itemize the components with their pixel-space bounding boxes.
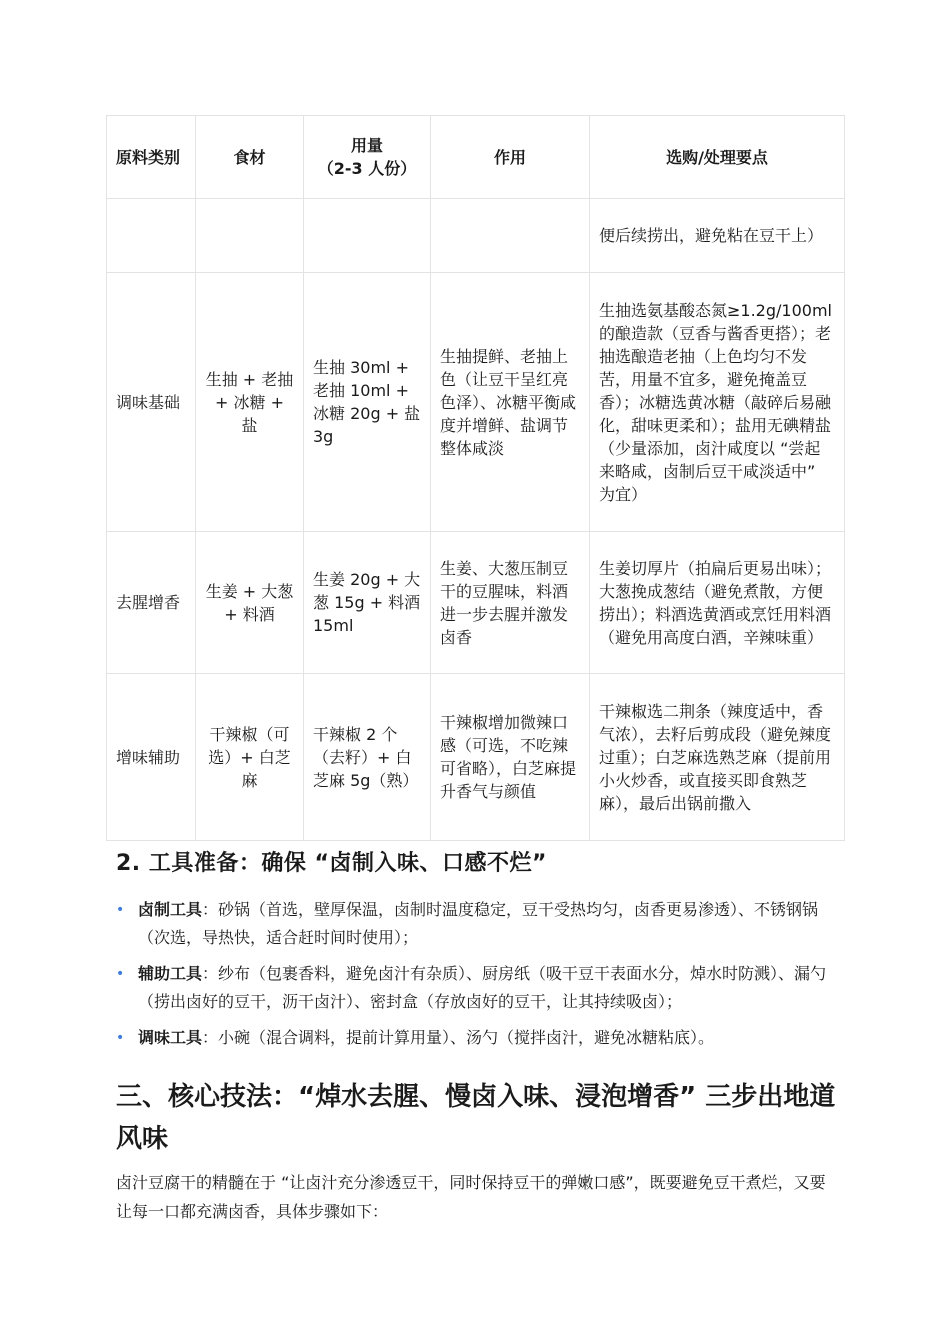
cell-function: 干辣椒增加微辣口感（可选，不吃辣可省略），白芝麻提升香气与颜值 [431, 674, 590, 841]
cell-category: 增味辅助 [107, 674, 196, 841]
cell-tips: 生姜切厚片（拍扁后更易出味）；大葱挽成葱结（避免煮散，方便捞出）；料酒选黄酒或烹饪用料酒（避免用高度白酒，辛辣味重） [590, 532, 845, 674]
table-row [107, 273, 845, 532]
tool-description: ：小碗（混合调料，提前计算用量）、汤勺（搅拌卤汁，避免冰糖粘底）。 [202, 1028, 715, 1047]
cell-category: 去腥增香 [107, 532, 196, 674]
cell-ingredient [196, 199, 304, 273]
table-row [107, 674, 845, 841]
cell-tips: 生抽选氨基酸态氮≥1.2g/100ml 的酿造款（豆香与酱香更搭）；老抽选酿造老抽（上色均匀不发苦，用量不宜多，避免掩盖豆香）；冰糖选黄冰糖（敲碎后易融化，甜味更柔和）；盐用无碘精盐（少量添加，卤汁咸度以 “尝起来略咸，卤制后豆干咸淡适中” 为宜） [590, 273, 845, 532]
section-three-intro: 卤汁豆腐干的精髓在于 “让卤汁充分渗透豆干，同时保持豆干的弹嫩口感”，既要避免豆干煮烂，又要让每一口都充满卤香，具体步骤如下： [116, 1173, 826, 1221]
header-category: 原料类别 [107, 116, 196, 199]
cell-ingredient: 生抽 + 老抽 + 冰糖 + 盐 [196, 273, 304, 532]
tool-label: 卤制工具 [138, 900, 203, 919]
bullet-icon: • [116, 902, 125, 918]
cell-function [431, 199, 590, 273]
tools-section-title: 2. 工具准备：确保 “卤制入味、口感不烂” [116, 851, 547, 876]
list-item [116, 960, 836, 1016]
tool-description: ：砂锅（首选，壁厚保温，卤制时温度稳定，豆干受热均匀，卤香更易渗透）、不锈钢锅（次选，导热快，适合赶时间时使用）； [138, 900, 819, 947]
table-header-row [107, 116, 845, 199]
ingredients-table [106, 115, 845, 841]
table-row [107, 199, 845, 273]
cell-ingredient: 干辣椒（可选）+ 白芝麻 [196, 674, 304, 841]
cell-category: 调味基础 [107, 273, 196, 532]
cell-amount [304, 199, 431, 273]
cell-function: 生抽提鲜、老抽上色（让豆干呈红亮色泽）、冰糖平衡咸度并增鲜、盐调节整体咸淡 [431, 273, 590, 532]
cell-function: 生姜、大葱压制豆干的豆腥味，料酒进一步去腥并激发卤香 [431, 532, 590, 674]
bullet-icon: • [116, 1030, 125, 1046]
list-item [116, 896, 836, 952]
header-ingredient: 食材 [196, 116, 304, 199]
tools-list [116, 896, 836, 1060]
cell-ingredient: 生姜 + 大葱 + 料酒 [196, 532, 304, 674]
list-item [116, 1024, 836, 1052]
cell-tips: 干辣椒选二荆条（辣度适中，香气浓），去籽后剪成段（避免辣度过重）；白芝麻选熟芝麻（提前用小火炒香，或直接买即食熟芝麻），最后出锅前撒入 [590, 674, 845, 841]
cell-amount: 生姜 20g + 大葱 15g + 料酒 15ml [304, 532, 431, 674]
cell-amount: 生抽 30ml + 老抽 10ml + 冰糖 20g + 盐 3g [304, 273, 431, 532]
cell-category [107, 199, 196, 273]
bullet-icon: • [116, 966, 125, 982]
section-three-title: 三、核心技法：“焯水去腥、慢卤入味、浸泡增香” 三步出地道风味 [116, 1082, 836, 1154]
tool-description: ：纱布（包裹香料，避免卤汁有杂质）、厨房纸（吸干豆干表面水分，焯水时防溅）、漏勺（捞出卤好的豆干，沥干卤汁）、密封盒（存放卤好的豆干，让其持续吸卤）； [138, 964, 827, 1011]
tool-label: 辅助工具 [138, 964, 203, 983]
header-function: 作用 [431, 116, 590, 199]
table-row [107, 532, 845, 674]
header-tips: 选购/处理要点 [590, 116, 845, 199]
cell-amount: 干辣椒 2 个（去籽）+ 白芝麻 5g（熟） [304, 674, 431, 841]
header-amount: 用量 （2-3 人份） [304, 116, 431, 199]
cell-tips: 便后续捞出，避免粘在豆干上） [590, 199, 845, 273]
tool-label: 调味工具 [138, 1028, 203, 1047]
